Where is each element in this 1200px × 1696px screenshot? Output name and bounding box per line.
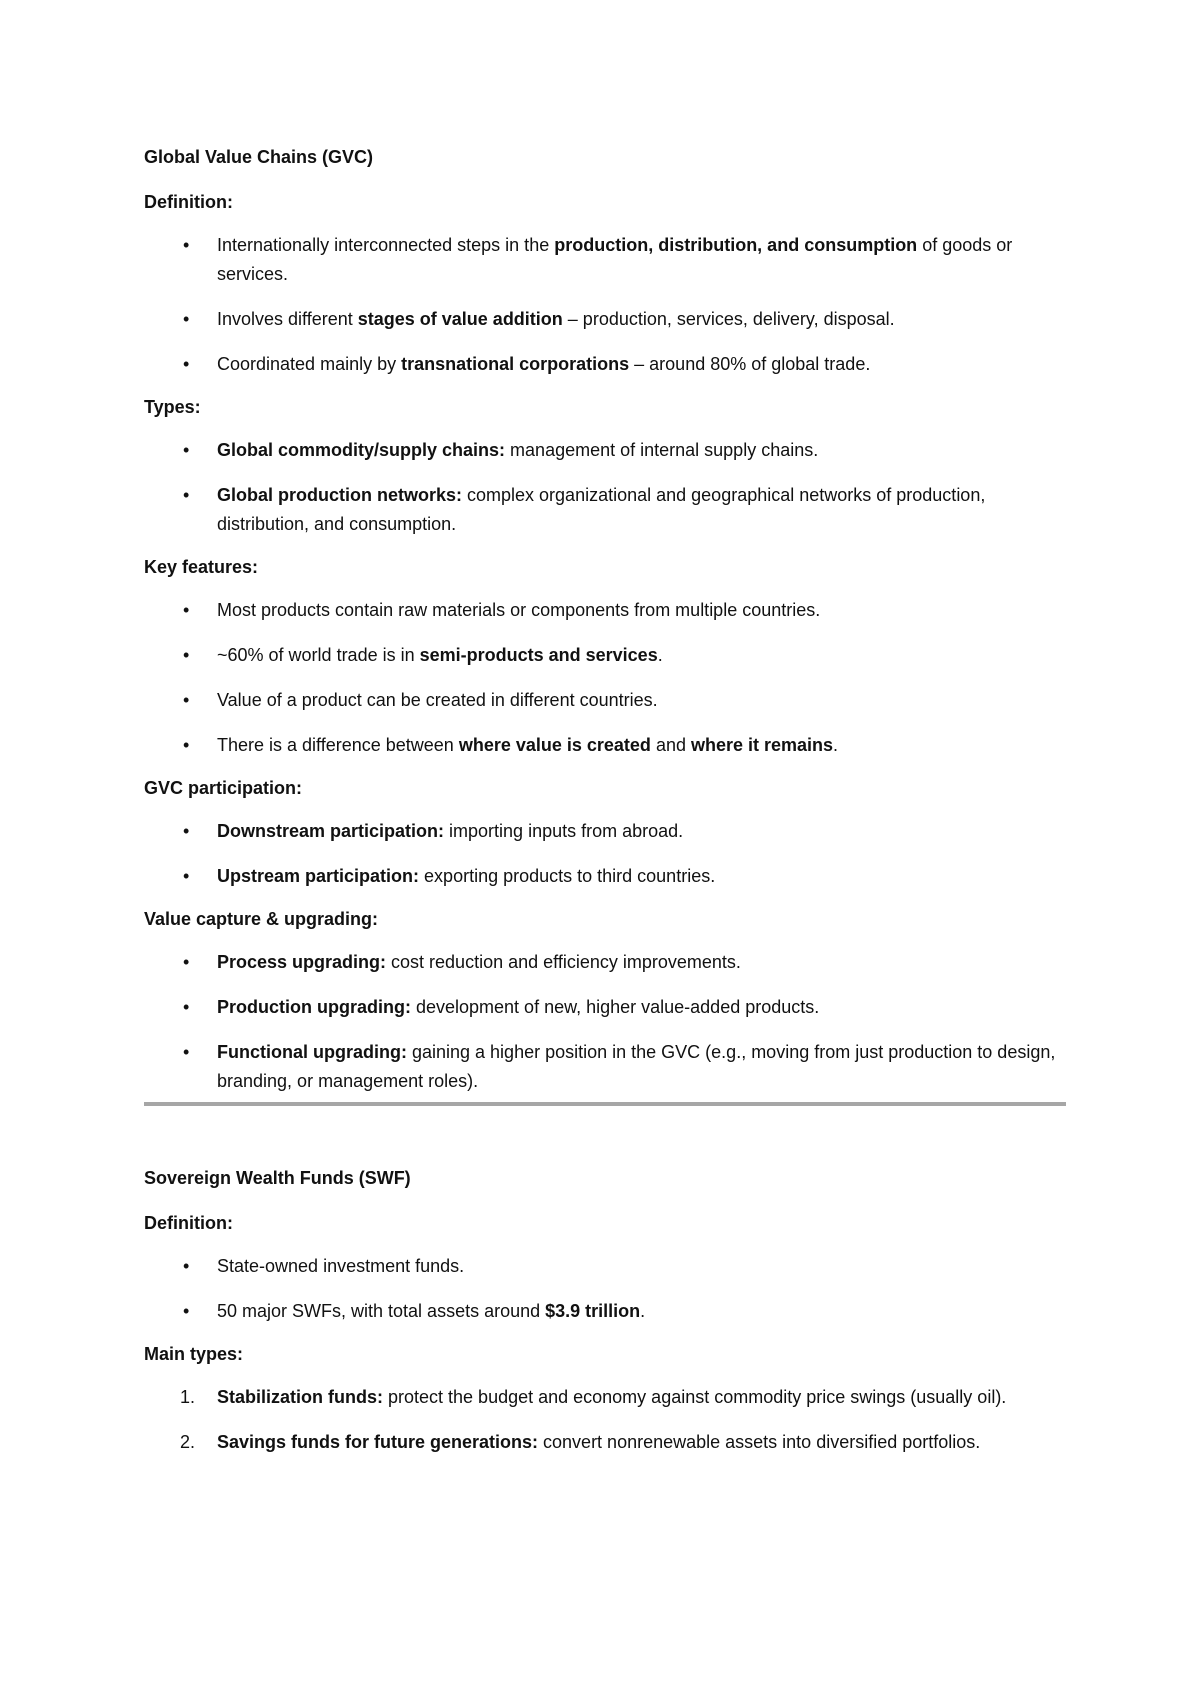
list-item: • Global production networks: complex organizational and geographical networks of production, distribution, and consumption. [144,481,1057,539]
bullet-icon: • [183,309,190,329]
list-number: 1. [180,1387,196,1407]
bullet-icon: • [183,1256,190,1276]
list-item: • Global commodity/supply chains: management of internal supply chains. [144,436,1057,465]
bullet-icon: • [183,354,190,374]
list-item: 1. Stabilization funds: protect the budget and economy against commodity price swings (usually oil). [144,1383,1057,1412]
list-item: • There is a difference between where value is created and where it remains. [144,731,1057,760]
bullet-icon: • [183,1301,190,1321]
bullet-icon: • [183,485,190,505]
gvc-participation-heading: GVC participation: [144,778,303,798]
list-item: • ~60% of world trade is in semi-products and services. [144,641,1057,670]
list-item: • Downstream participation: importing inputs from abroad. [144,817,1057,846]
document-page [144,143,1064,1471]
list-item: • Functional upgrading: gaining a higher position in the GVC (e.g., moving from just production to design, branding, or management roles). [144,1038,1057,1096]
bullet-icon: • [183,440,190,460]
gvc-definition-heading: Definition: [144,192,233,212]
swf-definition-list [144,1252,1064,1326]
gvc-types-list [144,436,1064,539]
bullet-icon: • [183,735,190,755]
list-item: • Upstream participation: exporting products to third countries. [144,862,1057,891]
list-item: • Most products contain raw materials or components from multiple countries. [144,596,1057,625]
bullet-icon: • [183,997,190,1017]
gvc-types-heading: Types: [144,397,201,417]
list-item: • Value of a product can be created in different countries. [144,686,1057,715]
list-item: • Coordinated mainly by transnational corporations – around 80% of global trade. [144,350,1057,379]
bullet-icon: • [183,866,190,886]
gvc-participation-list [144,817,1064,891]
gvc-definition-list [144,231,1064,379]
gvc-upgrading-list [144,948,1064,1096]
section-title-gvc: Global Value Chains (GVC) [144,147,374,167]
list-item: • Internationally interconnected steps in the production, distribution, and consumption of goods or services. [144,231,1057,289]
list-item: • Production upgrading: development of new, higher value-added products. [144,993,1057,1022]
gvc-upgrading-heading: Value capture & upgrading: [144,909,379,929]
list-item: • 50 major SWFs, with total assets around $3.9 trillion. [144,1297,1057,1326]
bullet-icon: • [183,1042,190,1062]
bullet-icon: • [183,690,190,710]
list-item: • Involves different stages of value addition – production, services, delivery, disposal. [144,305,1057,334]
list-item: 2. Savings funds for future generations: convert nonrenewable assets into diversified portfolios. [144,1428,1057,1457]
swf-definition-heading: Definition: [144,1213,233,1233]
bullet-icon: • [183,645,190,665]
list-item: • State-owned investment funds. [144,1252,1057,1281]
bullet-icon: • [183,821,190,841]
section-title-swf: Sovereign Wealth Funds (SWF) [144,1168,411,1188]
gvc-features-list [144,596,1064,760]
list-item: • Process upgrading: cost reduction and efficiency improvements. [144,948,1057,977]
horizontal-divider [144,1102,1066,1106]
bullet-icon: • [183,600,190,620]
bullet-icon: • [183,235,190,255]
gvc-features-heading: Key features: [144,557,259,577]
bullet-icon: • [183,952,190,972]
swf-types-heading: Main types: [144,1344,244,1364]
list-number: 2. [180,1432,196,1452]
swf-types-list [144,1383,1064,1457]
